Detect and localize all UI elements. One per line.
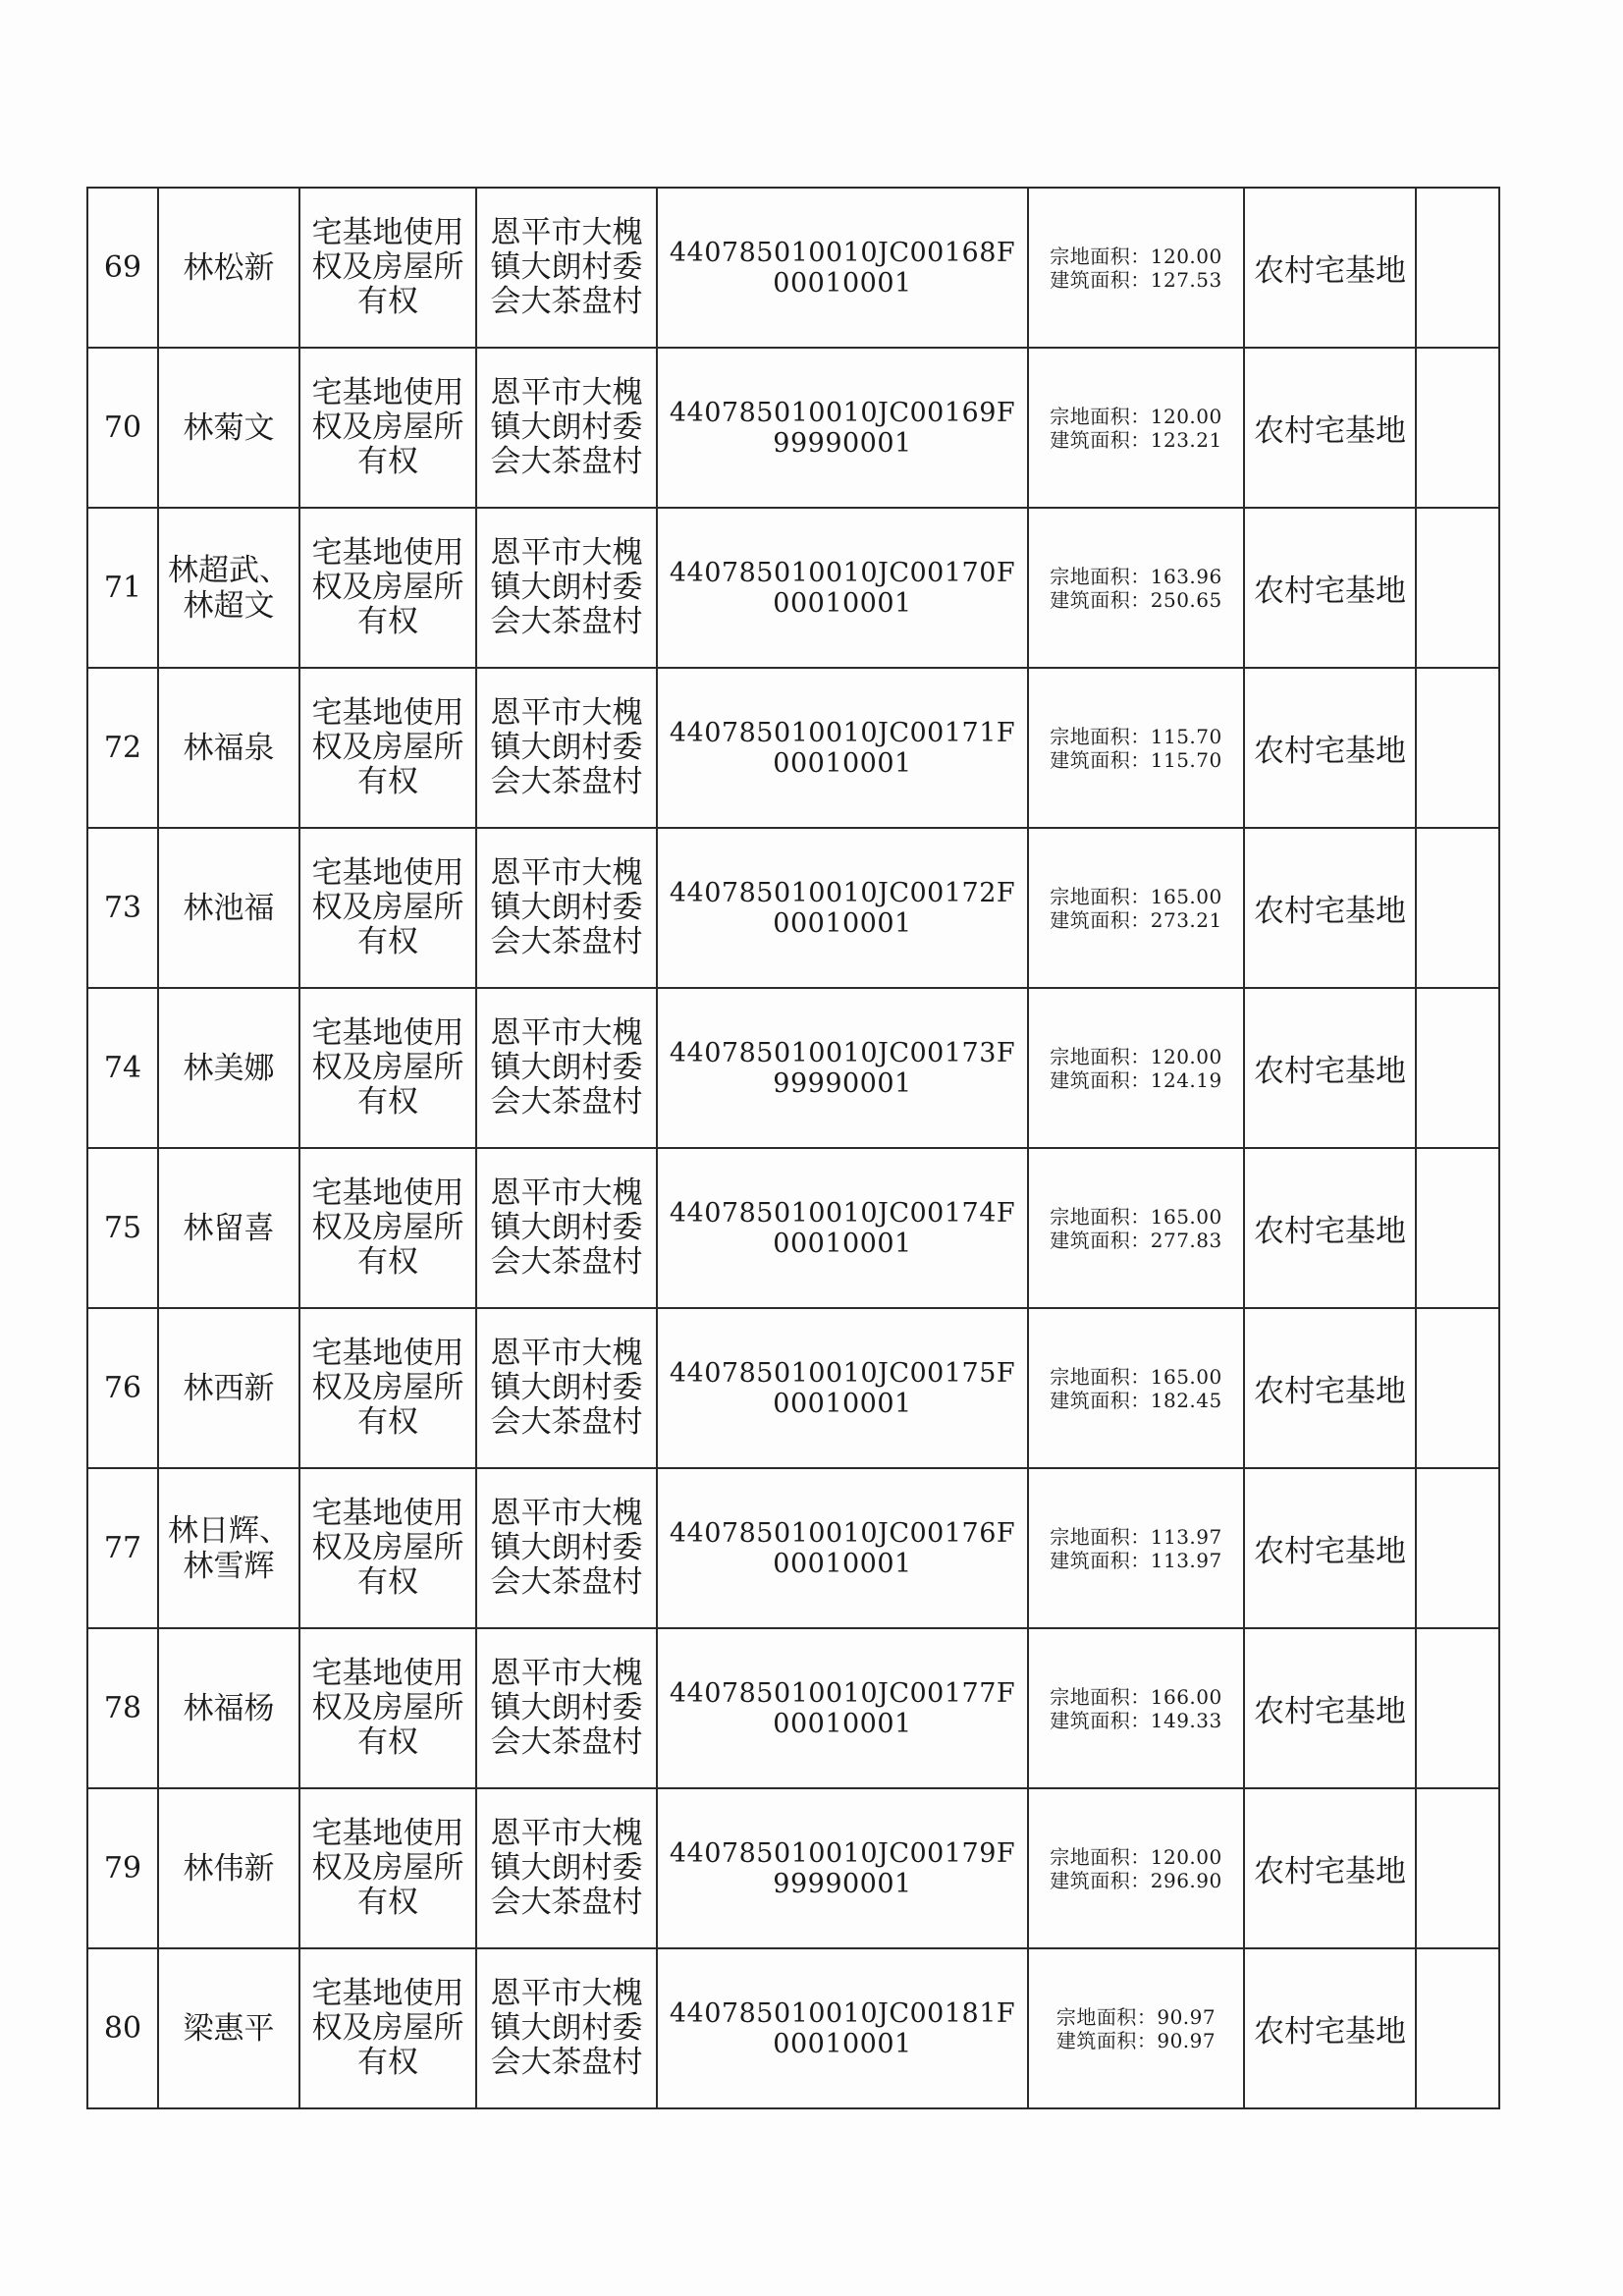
- land-area-label: 宗地面积：: [1050, 564, 1151, 588]
- building-area-value: 127.53: [1150, 267, 1222, 292]
- building-area-label: 建筑面积：: [1050, 1067, 1151, 1092]
- area-cell: [1028, 348, 1244, 508]
- land-area-value: 120.00: [1150, 1044, 1222, 1068]
- table-row: [87, 1788, 1499, 1948]
- land-usage: 农村宅基地: [1244, 348, 1416, 508]
- building-area-label: 建筑面积：: [1055, 2028, 1158, 2052]
- area-cell: [1028, 1788, 1244, 1948]
- table-row: [87, 1308, 1499, 1468]
- right-type: 宅基地使用权及房屋所有权: [299, 1148, 476, 1308]
- area-cell: [1028, 1468, 1244, 1628]
- table-row: [87, 1628, 1499, 1788]
- building-area-line: [1033, 1068, 1239, 1092]
- land-area-value: 165.00: [1150, 1364, 1222, 1389]
- location: 恩平市大槐镇大朗村委会大茶盘村: [476, 1468, 657, 1628]
- building-area-label: 建筑面积：: [1050, 907, 1151, 932]
- remarks-cell: [1416, 828, 1499, 988]
- remarks-cell: [1416, 1468, 1499, 1628]
- land-area-line: [1033, 565, 1239, 588]
- row-number: 76: [87, 1308, 158, 1468]
- row-number: 70: [87, 348, 158, 508]
- row-number: 78: [87, 1628, 158, 1788]
- land-usage: 农村宅基地: [1244, 1148, 1416, 1308]
- area-cell: [1028, 988, 1244, 1148]
- location: 恩平市大槐镇大朗村委会大茶盘村: [476, 668, 657, 828]
- land-area-label: 宗地面积：: [1050, 1204, 1151, 1229]
- land-area-label: 宗地面积：: [1050, 884, 1151, 908]
- remarks-cell: [1416, 188, 1499, 348]
- right-type: 宅基地使用权及房屋所有权: [299, 668, 476, 828]
- owner-name: 林日辉、林雪辉: [158, 1468, 299, 1628]
- building-area-value: 124.19: [1150, 1067, 1222, 1092]
- unit-code: 440785010010JC00181F00010001: [657, 1948, 1028, 2108]
- area-cell: [1028, 508, 1244, 668]
- location: 恩平市大槐镇大朗村委会大茶盘村: [476, 348, 657, 508]
- land-usage: 农村宅基地: [1244, 188, 1416, 348]
- land-usage: 农村宅基地: [1244, 1308, 1416, 1468]
- location: 恩平市大槐镇大朗村委会大茶盘村: [476, 1148, 657, 1308]
- building-area-line: [1033, 1869, 1239, 1892]
- land-area-value: 120.00: [1150, 244, 1222, 268]
- right-type: 宅基地使用权及房屋所有权: [299, 1788, 476, 1948]
- building-area-value: 296.90: [1150, 1868, 1222, 1892]
- right-type: 宅基地使用权及房屋所有权: [299, 348, 476, 508]
- building-area-label: 建筑面积：: [1050, 267, 1151, 292]
- area-cell: [1028, 1628, 1244, 1788]
- land-area-line: [1033, 2005, 1239, 2029]
- owner-name: 林美娜: [158, 988, 299, 1148]
- land-area-line: [1033, 1365, 1239, 1389]
- land-area-label: 宗地面积：: [1050, 404, 1151, 428]
- unit-code: 440785010010JC00179F99990001: [657, 1788, 1028, 1948]
- building-area-value: 250.65: [1150, 587, 1222, 612]
- land-area-value: 165.00: [1150, 1204, 1222, 1229]
- land-usage: 农村宅基地: [1244, 1468, 1416, 1628]
- row-number: 72: [87, 668, 158, 828]
- owner-name: 林留喜: [158, 1148, 299, 1308]
- land-area-label: 宗地面积：: [1050, 1524, 1151, 1549]
- row-number: 73: [87, 828, 158, 988]
- remarks-cell: [1416, 508, 1499, 668]
- remarks-cell: [1416, 1148, 1499, 1308]
- registry-body: [87, 188, 1499, 2108]
- building-area-line: [1033, 908, 1239, 932]
- land-area-value: 90.97: [1157, 2004, 1217, 2029]
- land-usage: 农村宅基地: [1244, 668, 1416, 828]
- unit-code: 440785010010JC00168F00010001: [657, 188, 1028, 348]
- row-number: 74: [87, 988, 158, 1148]
- building-area-label: 建筑面积：: [1050, 747, 1151, 772]
- building-area-line: [1033, 1229, 1239, 1252]
- remarks-cell: [1416, 348, 1499, 508]
- land-area-value: 120.00: [1150, 1844, 1222, 1869]
- right-type: 宅基地使用权及房屋所有权: [299, 188, 476, 348]
- land-area-value: 120.00: [1150, 404, 1222, 428]
- land-area-line: [1033, 1685, 1239, 1709]
- unit-code: 440785010010JC00171F00010001: [657, 668, 1028, 828]
- area-cell: [1028, 1148, 1244, 1308]
- building-area-line: [1033, 1549, 1239, 1572]
- owner-name: 林福杨: [158, 1628, 299, 1788]
- land-area-line: [1033, 1525, 1239, 1549]
- owner-name: 梁惠平: [158, 1948, 299, 2108]
- land-area-value: 166.00: [1150, 1684, 1222, 1709]
- building-area-value: 113.97: [1150, 1548, 1222, 1572]
- owner-name: 林西新: [158, 1308, 299, 1468]
- land-area-line: [1033, 1845, 1239, 1869]
- row-number: 77: [87, 1468, 158, 1628]
- land-area-label: 宗地面积：: [1050, 244, 1151, 268]
- building-area-line: [1033, 1389, 1239, 1412]
- remarks-cell: [1416, 668, 1499, 828]
- owner-name: 林福泉: [158, 668, 299, 828]
- building-area-label: 建筑面积：: [1050, 1228, 1151, 1252]
- row-number: 69: [87, 188, 158, 348]
- remarks-cell: [1416, 1788, 1499, 1948]
- remarks-cell: [1416, 988, 1499, 1148]
- building-area-value: 115.70: [1150, 747, 1222, 772]
- building-area-label: 建筑面积：: [1050, 427, 1151, 452]
- building-area-line: [1033, 748, 1239, 772]
- land-area-label: 宗地面积：: [1050, 1684, 1151, 1709]
- land-area-line: [1033, 405, 1239, 428]
- building-area-line: [1033, 1709, 1239, 1732]
- location: 恩平市大槐镇大朗村委会大茶盘村: [476, 1308, 657, 1468]
- land-area-line: [1033, 245, 1239, 268]
- right-type: 宅基地使用权及房屋所有权: [299, 1308, 476, 1468]
- building-area-label: 建筑面积：: [1050, 1548, 1151, 1572]
- land-area-label: 宗地面积：: [1050, 724, 1151, 748]
- land-area-label: 宗地面积：: [1050, 1364, 1151, 1389]
- building-area-line: [1033, 268, 1239, 292]
- land-usage: 农村宅基地: [1244, 1948, 1416, 2108]
- land-area-line: [1033, 1045, 1239, 1068]
- table-row: [87, 1148, 1499, 1308]
- table-row: [87, 1468, 1499, 1628]
- building-area-value: 149.33: [1150, 1708, 1222, 1732]
- right-type: 宅基地使用权及房屋所有权: [299, 1468, 476, 1628]
- location: 恩平市大槐镇大朗村委会大茶盘村: [476, 508, 657, 668]
- unit-code: 440785010010JC00174F00010001: [657, 1148, 1028, 1308]
- owner-name: 林伟新: [158, 1788, 299, 1948]
- location: 恩平市大槐镇大朗村委会大茶盘村: [476, 1788, 657, 1948]
- owner-name: 林菊文: [158, 348, 299, 508]
- land-usage: 农村宅基地: [1244, 1788, 1416, 1948]
- owner-name: 林超武、林超文: [158, 508, 299, 668]
- table-row: [87, 508, 1499, 668]
- area-cell: [1028, 1948, 1244, 2108]
- building-area-line: [1033, 428, 1239, 452]
- unit-code: 440785010010JC00176F00010001: [657, 1468, 1028, 1628]
- right-type: 宅基地使用权及房屋所有权: [299, 988, 476, 1148]
- location: 恩平市大槐镇大朗村委会大茶盘村: [476, 1628, 657, 1788]
- remarks-cell: [1416, 1948, 1499, 2108]
- unit-code: 440785010010JC00172F00010001: [657, 828, 1028, 988]
- row-number: 80: [87, 1948, 158, 2108]
- table-row: [87, 668, 1499, 828]
- building-area-label: 建筑面积：: [1050, 1388, 1151, 1412]
- land-area-label: 宗地面积：: [1055, 2004, 1158, 2029]
- row-number: 75: [87, 1148, 158, 1308]
- area-cell: [1028, 1308, 1244, 1468]
- building-area-value: 182.45: [1150, 1388, 1222, 1412]
- location: 恩平市大槐镇大朗村委会大茶盘村: [476, 1948, 657, 2108]
- area-cell: [1028, 188, 1244, 348]
- unit-code: 440785010010JC00173F99990001: [657, 988, 1028, 1148]
- building-area-label: 建筑面积：: [1050, 1708, 1151, 1732]
- table-row: [87, 988, 1499, 1148]
- location: 恩平市大槐镇大朗村委会大茶盘村: [476, 188, 657, 348]
- building-area-value: 273.21: [1150, 907, 1222, 932]
- right-type: 宅基地使用权及房屋所有权: [299, 1628, 476, 1788]
- land-area-value: 115.70: [1150, 724, 1222, 748]
- unit-code: 440785010010JC00177F00010001: [657, 1628, 1028, 1788]
- owner-name: 林池福: [158, 828, 299, 988]
- unit-code: 440785010010JC00175F00010001: [657, 1308, 1028, 1468]
- building-area-label: 建筑面积：: [1050, 587, 1151, 612]
- unit-code: 440785010010JC00169F99990001: [657, 348, 1028, 508]
- right-type: 宅基地使用权及房屋所有权: [299, 828, 476, 988]
- right-type: 宅基地使用权及房屋所有权: [299, 508, 476, 668]
- building-area-label: 建筑面积：: [1050, 1868, 1151, 1892]
- land-usage: 农村宅基地: [1244, 828, 1416, 988]
- location: 恩平市大槐镇大朗村委会大茶盘村: [476, 828, 657, 988]
- building-area-line: [1033, 2029, 1239, 2052]
- land-usage: 农村宅基地: [1244, 1628, 1416, 1788]
- area-cell: [1028, 668, 1244, 828]
- land-area-label: 宗地面积：: [1050, 1044, 1151, 1068]
- land-area-line: [1033, 725, 1239, 748]
- row-number: 71: [87, 508, 158, 668]
- unit-code: 440785010010JC00170F00010001: [657, 508, 1028, 668]
- table-row: [87, 188, 1499, 348]
- land-area-value: 113.97: [1150, 1524, 1222, 1549]
- remarks-cell: [1416, 1308, 1499, 1468]
- location: 恩平市大槐镇大朗村委会大茶盘村: [476, 988, 657, 1148]
- land-area-value: 165.00: [1150, 884, 1222, 908]
- building-area-line: [1033, 588, 1239, 612]
- land-usage: 农村宅基地: [1244, 508, 1416, 668]
- land-area-line: [1033, 1205, 1239, 1229]
- land-area-value: 163.96: [1150, 564, 1222, 588]
- area-cell: [1028, 828, 1244, 988]
- land-area-line: [1033, 885, 1239, 908]
- table-row: [87, 348, 1499, 508]
- row-number: 79: [87, 1788, 158, 1948]
- land-area-label: 宗地面积：: [1050, 1844, 1151, 1869]
- table-row: [87, 1948, 1499, 2108]
- owner-name: 林松新: [158, 188, 299, 348]
- table-row: [87, 828, 1499, 988]
- right-type: 宅基地使用权及房屋所有权: [299, 1948, 476, 2108]
- land-usage: 农村宅基地: [1244, 988, 1416, 1148]
- building-area-value: 123.21: [1150, 427, 1222, 452]
- registry-table: [86, 187, 1500, 2109]
- remarks-cell: [1416, 1628, 1499, 1788]
- building-area-value: 90.97: [1157, 2028, 1217, 2052]
- building-area-value: 277.83: [1150, 1228, 1222, 1252]
